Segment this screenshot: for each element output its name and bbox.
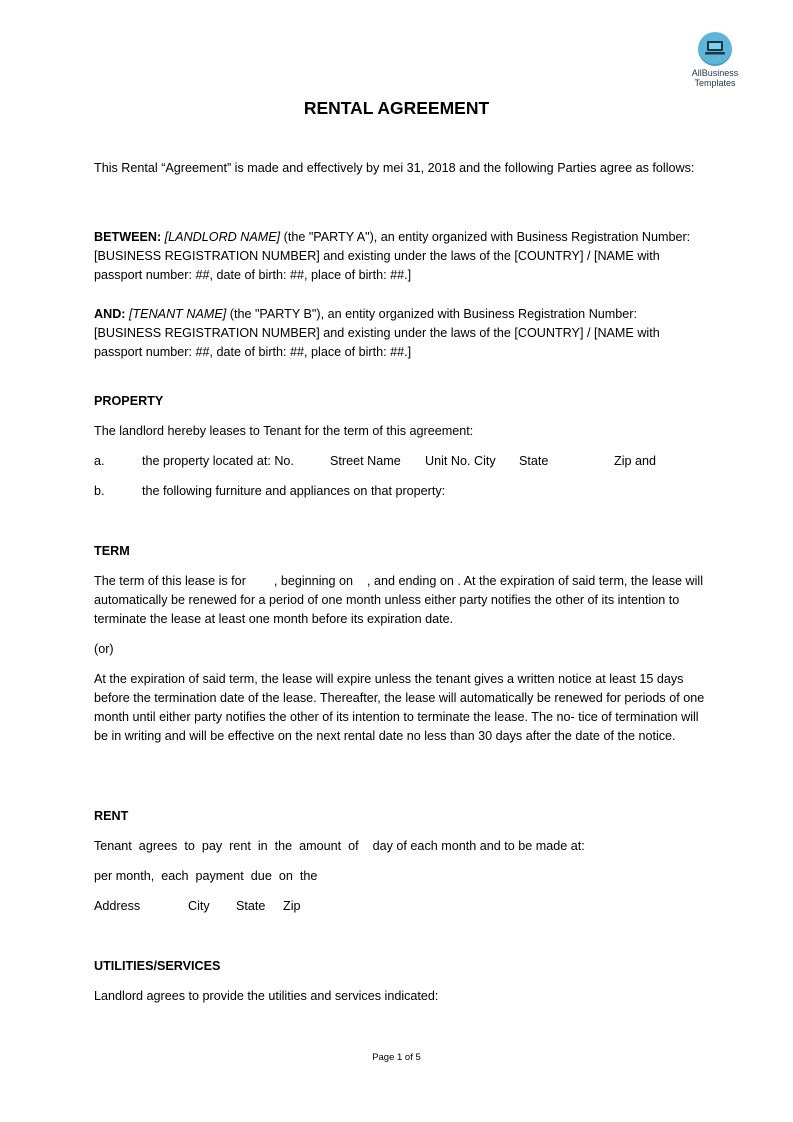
and-text: (the "PARTY B"), an entity organized with Business Registration Number: [BUSINESS REGISTRATION NUMBER] and existing under the laws of the [COUNTRY] / [NAME with passport number: ##, date of birth: ##, place of birth: ##.]: [94, 307, 660, 359]
furniture-line: the following furniture and appliances on that property:: [142, 484, 446, 498]
logo-line-1: AllBusiness: [691, 68, 739, 78]
landlord-name: [LANDLORD NAME]: [164, 230, 281, 244]
utilities-heading: UTILITIES/SERVICES: [94, 959, 221, 973]
logo-line-2: Templates: [694, 78, 736, 88]
rent-heading: RENT: [94, 809, 129, 823]
document-title: RENTAL AGREEMENT: [303, 98, 490, 118]
property-heading: PROPERTY: [94, 394, 164, 408]
utilities-text: Landlord agrees to provide the utilities and services indicated:: [94, 989, 439, 1003]
term-heading: TERM: [94, 544, 130, 558]
rent-city-label: City: [188, 899, 210, 913]
rent-line-2: per month, each payment due on the: [94, 869, 318, 883]
term-paragraph-2: At the expiration of said term, the lease will expire unless the tenant gives a written notice at least 15 days before the termination date of the lease. Thereafter, the lease will automatically be renewed for periods of one month until either party notifies the other of its intention to terminate the lease. The no- tice of termination will be in writing and will be effective on the next rental date no less than 30 days after the date of the notice.: [94, 672, 705, 743]
zip-label: Zip and: [614, 454, 657, 468]
between-paragraph: [94, 228, 706, 285]
state-label: State: [519, 454, 549, 468]
street-name-label: Street Name: [330, 454, 401, 468]
between-text: (the "PARTY A"), an entity organized with Business Registration Number: [BUSINESS REGISTRATION NUMBER] and existing under the laws of the [COUNTRY] / [NAME with passport number: ##, date of birth: ##, place of birth: ##.]: [94, 230, 691, 282]
and-label: AND:: [94, 307, 126, 321]
property-address-label: the property located at: No.: [142, 454, 294, 468]
laptop-icon: [698, 32, 732, 66]
rent-line-1: Tenant agrees to pay rent in the amount of day of each month and to be made at:: [94, 839, 585, 853]
property-intro: The landlord hereby leases to Tenant for the term of this agreement:: [94, 424, 474, 438]
logo-text: [676, 68, 754, 88]
term-paragraph-1: The term of this lease is for , beginning on , and ending on . At the expiration of said term, the lease will automatically be renewed for a period of one month unless either party notifies the other of its intention to terminate the lease at least one month before its expiration date.: [94, 574, 707, 626]
rent-state-label: State: [236, 899, 266, 913]
intro-paragraph: This Rental “Agreement” is made and effectively by mei 31, 2018 and the following Parties agree as follows:: [94, 161, 695, 175]
rent-zip-label: Zip: [283, 899, 301, 913]
rent-address-label: Address: [94, 899, 141, 913]
company-logo: [676, 32, 754, 88]
tenant-name: [TENANT NAME]: [128, 307, 227, 321]
and-paragraph: [94, 305, 706, 362]
list-marker-b: b.: [94, 484, 105, 498]
unit-city-label: Unit No. City: [425, 454, 496, 468]
list-marker-a: a.: [94, 454, 105, 468]
page-number: Page 1 of 5: [372, 1052, 421, 1063]
between-label: BETWEEN:: [94, 230, 162, 244]
term-or: (or): [94, 642, 114, 656]
